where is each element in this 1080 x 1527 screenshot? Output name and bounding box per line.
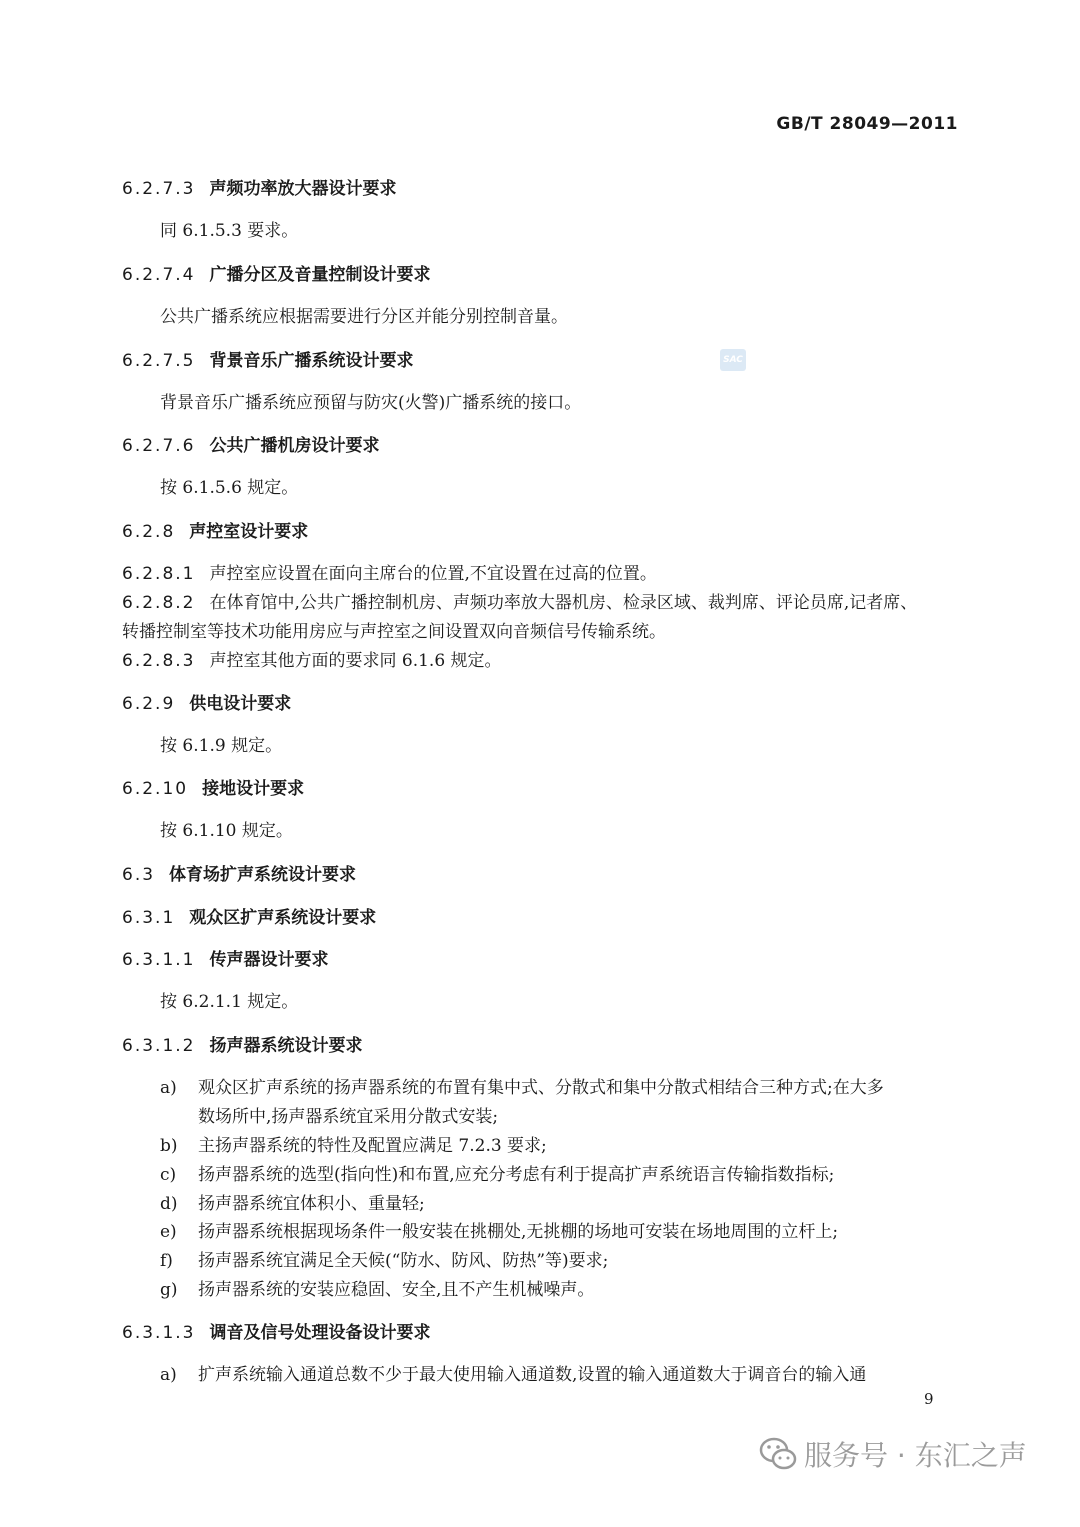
list-item bbox=[160, 1249, 608, 1273]
section-number: 6.2.7.3 bbox=[122, 179, 196, 199]
clause-number: 6.2.8.2 bbox=[122, 593, 196, 613]
section-title: 声控室设计要求 bbox=[189, 522, 309, 542]
list-item bbox=[160, 1134, 547, 1158]
list-marker: e) bbox=[160, 1222, 177, 1242]
section-heading bbox=[122, 263, 430, 287]
watermark-text: 服务号 · 东汇之声 bbox=[804, 1439, 1027, 1472]
section-title: 公共广播机房设计要求 bbox=[209, 436, 380, 456]
section-number: 6.2.8 bbox=[122, 522, 176, 542]
section-title: 背景音乐广播系统设计要求 bbox=[209, 351, 414, 371]
section-heading bbox=[122, 349, 413, 373]
list-item bbox=[160, 1220, 838, 1244]
clause-text: 在体育馆中,公共广播控制机房、声频功率放大器机房、检录区域、裁判席、评论员席,记者席、 bbox=[209, 593, 918, 613]
section-heading bbox=[122, 520, 308, 544]
section-title: 扬声器系统设计要求 bbox=[209, 1036, 363, 1056]
clause-line bbox=[122, 591, 917, 615]
section-number: 6.2.7.5 bbox=[122, 351, 196, 371]
clause-line bbox=[122, 562, 657, 586]
section-number: 6.3.1 bbox=[122, 908, 176, 928]
paragraph: 按 6.1.10 规定。 bbox=[160, 821, 293, 841]
section-title: 供电设计要求 bbox=[189, 694, 292, 714]
section-number: 6.3.1.1 bbox=[122, 950, 196, 970]
section-number: 6.2.7.4 bbox=[122, 265, 196, 285]
section-heading bbox=[122, 948, 328, 972]
list-marker: d) bbox=[160, 1194, 178, 1214]
clause-line bbox=[122, 649, 502, 673]
standard-code: GB/T 28049—2011 bbox=[776, 114, 958, 134]
list-marker: c) bbox=[160, 1165, 177, 1185]
paragraph: 按 6.2.1.1 规定。 bbox=[160, 992, 299, 1012]
list-text: 扬声器系统根据现场条件一般安装在挑棚处,无挑棚的场地可安装在场地周围的立杆上; bbox=[198, 1222, 839, 1242]
list-marker: f) bbox=[160, 1251, 173, 1271]
section-heading bbox=[122, 1321, 430, 1345]
list-text: 主扬声器系统的特性及配置应满足 7.2.3 要求; bbox=[198, 1136, 547, 1156]
clause-text: 声控室应设置在面向主席台的位置,不宜设置在过高的位置。 bbox=[209, 564, 657, 584]
watermark bbox=[758, 1425, 1027, 1483]
section-heading bbox=[122, 1034, 362, 1058]
clause-text: 转播控制室等技术功能用房应与声控室之间设置双向音频信号传输系统。 bbox=[122, 622, 666, 642]
list-marker: g) bbox=[160, 1280, 178, 1300]
section-title: 接地设计要求 bbox=[202, 779, 305, 799]
section-number: 6.2.7.6 bbox=[122, 436, 196, 456]
list-text: 观众区扩声系统的扬声器系统的布置有集中式、分散式和集中分散式相结合三种方式;在大多 bbox=[198, 1078, 884, 1098]
list-item bbox=[160, 1163, 834, 1187]
section-title: 传声器设计要求 bbox=[209, 950, 329, 970]
list-item bbox=[160, 1192, 425, 1216]
section-number: 6.3.1.3 bbox=[122, 1323, 196, 1343]
section-title: 广播分区及音量控制设计要求 bbox=[209, 265, 431, 285]
section-heading bbox=[122, 177, 396, 201]
section-number: 6.2.10 bbox=[122, 779, 189, 799]
list-marker: a) bbox=[160, 1078, 177, 1098]
wechat-icon bbox=[758, 1434, 798, 1474]
section-heading bbox=[122, 906, 376, 930]
list-item bbox=[160, 1363, 866, 1387]
clause-text: 声控室其他方面的要求同 6.1.6 规定。 bbox=[209, 651, 502, 671]
paragraph: 背景音乐广播系统应预留与防灾(火警)广播系统的接口。 bbox=[160, 393, 582, 413]
section-title: 声频功率放大器设计要求 bbox=[209, 179, 397, 199]
section-number: 6.3.1.2 bbox=[122, 1036, 196, 1056]
paragraph: 同 6.1.5.3 要求。 bbox=[160, 221, 299, 241]
section-number: 6.2.9 bbox=[122, 694, 176, 714]
list-item bbox=[160, 1076, 884, 1100]
section-title: 观众区扩声系统设计要求 bbox=[189, 908, 377, 928]
list-text: 扬声器系统宜满足全天候(“防水、防风、防热”等)要求; bbox=[198, 1251, 609, 1271]
section-heading bbox=[122, 692, 291, 716]
section-number: 6.3 bbox=[122, 865, 156, 885]
paragraph: 按 6.1.9 规定。 bbox=[160, 736, 283, 756]
list-marker: a) bbox=[160, 1365, 177, 1385]
section-title: 调音及信号处理设备设计要求 bbox=[209, 1323, 431, 1343]
paragraph: 公共广播系统应根据需要进行分区并能分别控制音量。 bbox=[160, 307, 568, 327]
paragraph: 按 6.1.5.6 规定。 bbox=[160, 478, 299, 498]
section-title: 体育场扩声系统设计要求 bbox=[169, 865, 357, 885]
list-continuation: 数场所中,扬声器系统宜采用分散式安装; bbox=[198, 1107, 499, 1127]
list-text: 扩声系统输入通道总数不少于最大使用输入通道数,设置的输入通道数大于调音台的输入通 bbox=[198, 1365, 867, 1385]
section-heading bbox=[122, 777, 304, 801]
list-marker: b) bbox=[160, 1136, 178, 1156]
list-item bbox=[160, 1278, 594, 1302]
list-text: 扬声器系统的选型(指向性)和布置,应充分考虑有利于提高扩声系统语言传输指数指标; bbox=[198, 1165, 835, 1185]
section-heading bbox=[122, 434, 379, 458]
list-text: 扬声器系统的安装应稳固、安全,且不产生机械噪声。 bbox=[198, 1280, 595, 1300]
clause-number: 6.2.8.3 bbox=[122, 651, 196, 671]
sac-logo: SAC bbox=[720, 349, 746, 371]
clause-number: 6.2.8.1 bbox=[122, 564, 196, 584]
section-heading bbox=[122, 863, 356, 887]
clause-line bbox=[122, 620, 666, 644]
list-text: 扬声器系统宜体积小、重量轻; bbox=[198, 1194, 425, 1214]
page-number: 9 bbox=[924, 1390, 934, 1408]
